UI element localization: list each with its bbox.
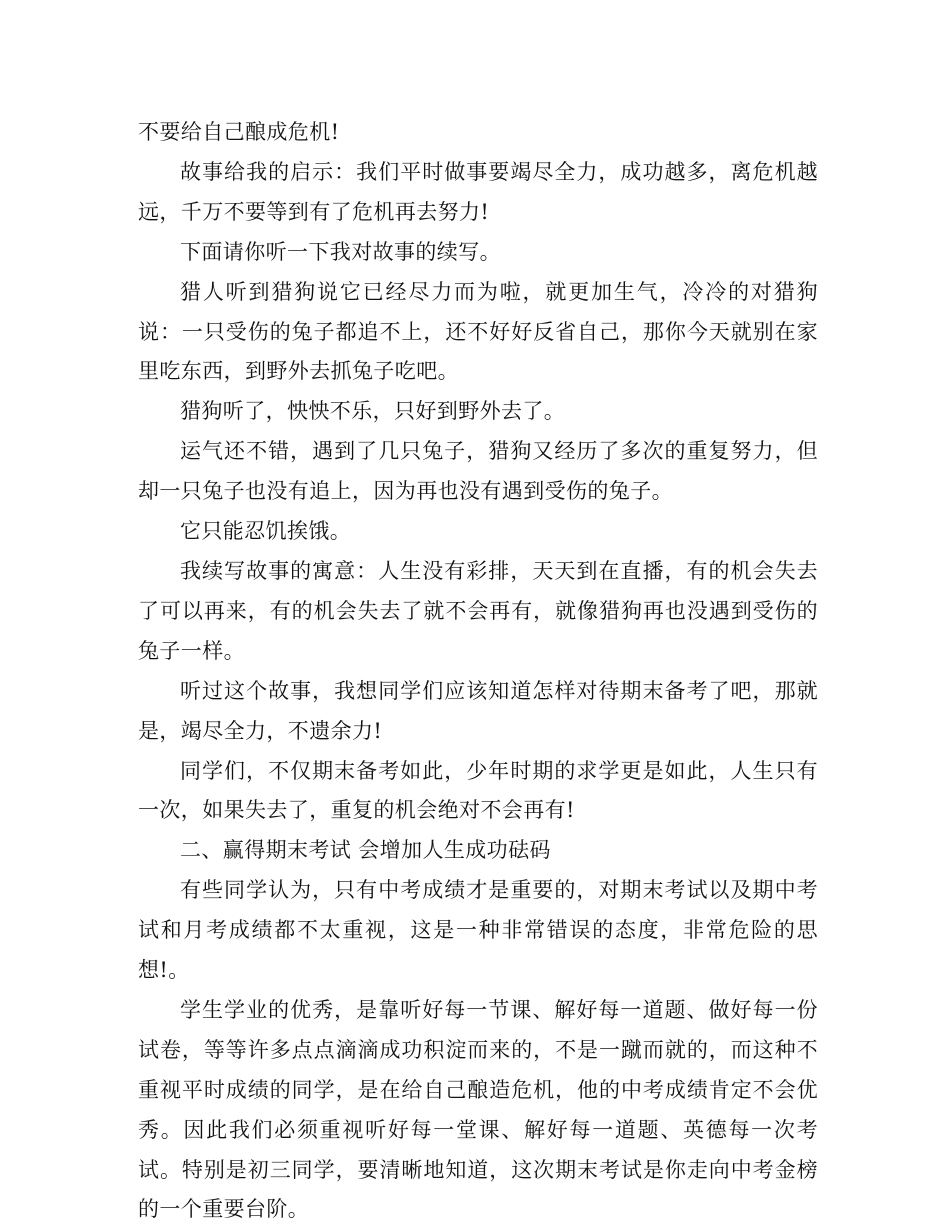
section-heading: 二、赢得期末考试 会增加人生成功砝码	[180, 838, 551, 863]
paragraph-8: 我续写故事的寓意：人生没有彩排，天天到在直播，有的机会失去了可以再来，有的机会失去了就不会再有，就像猎狗再也没遇到受伤的兔子一样。	[138, 558, 818, 663]
paragraph-11: 有些同学认为，只有中考成绩才是重要的，对期末考试以及期中考试和月考成绩都不太重视，这是一种非常错误的态度，非常危险的思想!。	[138, 878, 818, 983]
paragraph-7: 它只能忍饥挨饿。	[180, 519, 352, 544]
paragraph-6: 运气还不错，遇到了几只兔子，猎狗又经历了多次的重复努力，但却一只兔子也没有追上，因为再也没有遇到受伤的兔子。	[138, 439, 818, 504]
document-body	[138, 113, 818, 1230]
paragraph-5: 猎狗听了，怏怏不乐，只好到野外去了。	[180, 399, 566, 424]
paragraph-3: 下面请你听一下我对故事的续写。	[180, 239, 501, 264]
paragraph-2: 故事给我的启示：我们平时做事要竭尽全力，成功越多，离危机越远，千万不要等到有了危机再去努力!	[138, 159, 818, 224]
paragraph-9: 听过这个故事，我想同学们应该知道怎样对待期末备考了吧，那就是，竭尽全力，不遗余力!	[138, 678, 818, 743]
paragraph-4: 猎人听到猎狗说它已经尽力而为啦，就更加生气，冷冷的对猎狗说：一只受伤的兔子都追不上，还不好好反省自己，那你今天就别在家里吃东西，到野外去抓兔子吃吧。	[138, 279, 818, 384]
paragraph-12: 学生学业的优秀，是靠听好每一节课、解好每一道题、做好每一份试卷，等等许多点点滴滴成功积淀而来的，不是一蹴而就的，而这种不重视平时成绩的同学，是在给自己酿造危机，他的中考成绩肯定不会优秀。因此我们必须重视听好每一堂课、解好每一道题、英德每一次考试。特别是初三同学，要清晰地知道，这次期末考试是你走向中考金榜的一个重要台阶。	[138, 997, 818, 1222]
paragraph-10: 同学们，不仅期末备考如此，少年时期的求学更是如此，人生只有一次，如果失去了，重复的机会绝对不会再有!	[138, 758, 818, 823]
paragraph-1: 不要给自己酿成危机!	[138, 120, 340, 144]
